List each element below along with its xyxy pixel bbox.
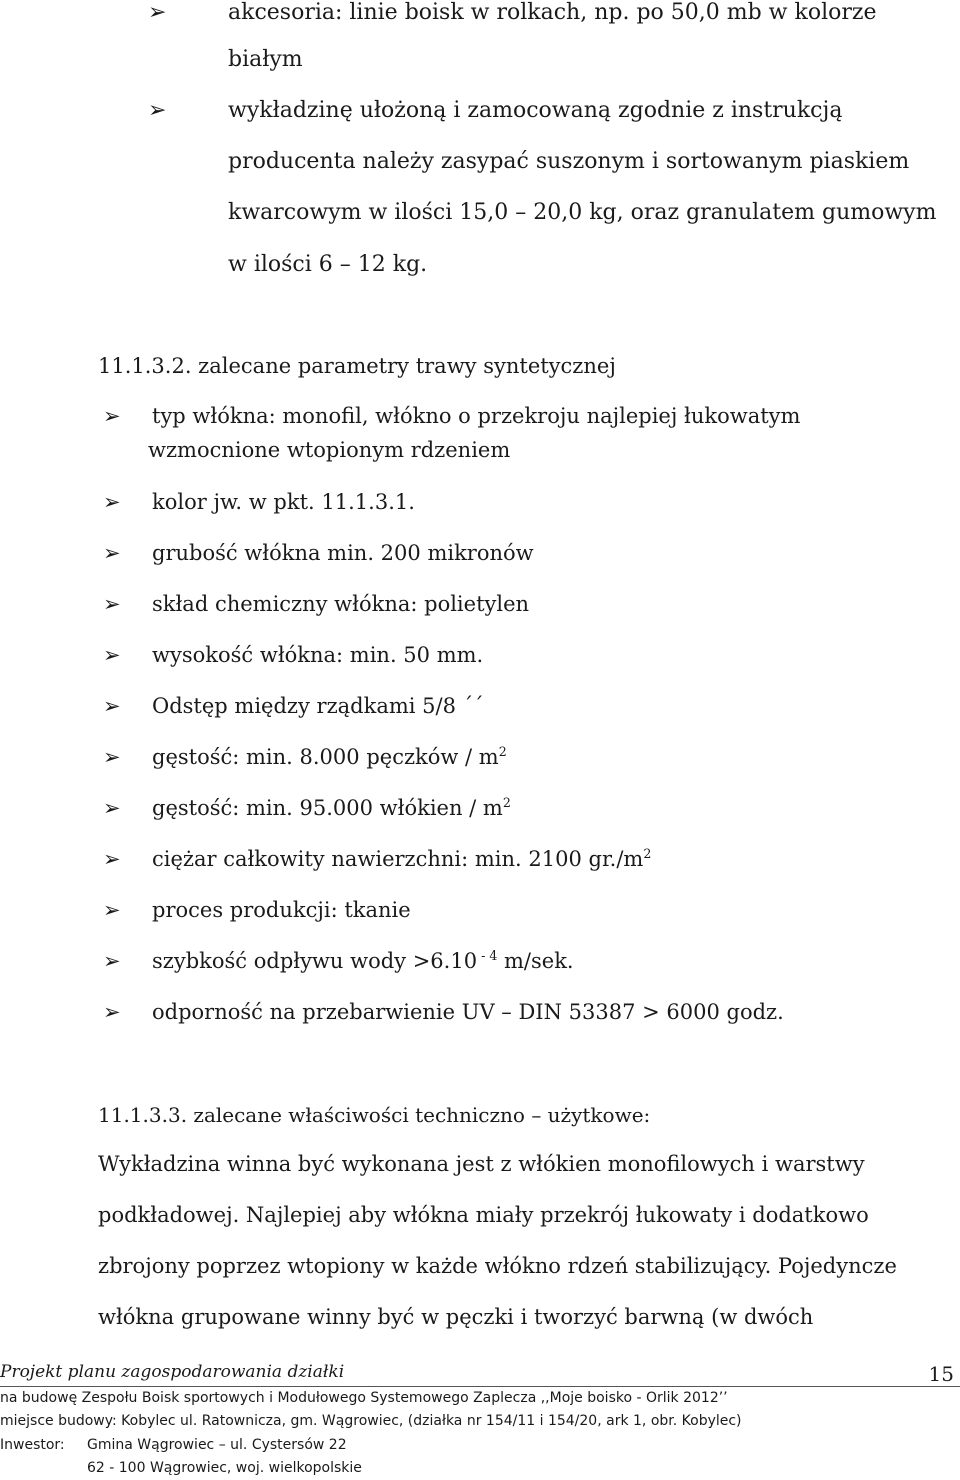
paragraph-line: podkładowej. Najlepiej aby włókna miały przekrój łukowaty i dodatkowo <box>98 1203 869 1227</box>
list-item-line: w ilości 6 – 12 kg. <box>228 252 428 277</box>
paragraph-line: Wykładzina winna być wykonana jest z włókien monofilowych i warstwy <box>98 1152 865 1176</box>
bullet-arrow-icon: ➢ <box>103 404 121 428</box>
footer-investor-address: 62 - 100 Wągrowiec, woj. wielkopolskie <box>87 1460 362 1476</box>
footer-title: Projekt planu zagospodarowania działki <box>0 1362 345 1382</box>
paragraph-line: zbrojony poprzez wtopiony w każde włókno rdzeń stabilizujący. Pojedyncze <box>98 1254 897 1278</box>
footer-rule <box>0 1386 960 1387</box>
list-item: wysokość włókna: min. 50 mm. <box>152 643 484 667</box>
footer-project: na budowę Zespołu Boisk sportowych i Modułowego Systemowego Zaplecza ,,Moje boisko - Orlik 2012’’ <box>0 1390 728 1406</box>
list-item: ciężar całkowity nawierzchni: min. 2100 $gr./m^2$ <box>152 846 652 871</box>
bullet-arrow-icon: ➢ <box>103 796 121 820</box>
section-heading: 11.1.3.2. zalecane parametry trawy syntetycznej <box>98 354 616 378</box>
list-item: gęstość: min. 95.000 włókien / $m^2$ <box>152 795 511 820</box>
list-item-line: kwarcowym w ilości 15,0 – 20,0 kg, oraz granulatem gumowym <box>228 200 937 225</box>
list-item: typ włókna: monofil, włókno o przekroju najlepiej łukowatym <box>152 404 801 428</box>
footer-location: miejsce budowy: Kobylec ul. Ratownicza, gm. Wągrowiec, (działka nr 154/11 i 154/20, ark 1, obr. Kobylec) <box>0 1413 742 1429</box>
list-item: kolor jw. w pkt. 11.1.3.1. <box>152 490 415 514</box>
list-item-line: wykładzinę ułożoną i zamocowaną zgodnie z instrukcją <box>228 98 843 123</box>
bullet-arrow-icon: ➢ <box>103 847 121 871</box>
page-number: 15 <box>928 1362 954 1386</box>
section-heading: 11.1.3.3. zalecane właściwości techniczno – użytkowe: <box>98 1103 651 1127</box>
list-item: grubość włókna min. 200 mikronów <box>152 541 534 565</box>
bullet-arrow-icon: ➢ <box>103 541 121 565</box>
list-item: Odstęp między rządkami 5/8 ´´ <box>152 694 484 718</box>
footer-investor-label: Inwestor: <box>0 1437 65 1453</box>
list-item-line: producenta należy zasypać suszonym i sortowanym piaskiem <box>228 149 910 174</box>
bullet-arrow-icon: ➢ <box>103 898 121 922</box>
footer-investor: Gmina Wągrowiec – ul. Cystersów 22 <box>87 1437 347 1453</box>
bullet-arrow-icon: ➢ <box>148 98 167 123</box>
list-item: szybkość odpływu wody >6.10 $^{- 4}$ m/sek. <box>152 948 574 973</box>
list-item-line: białym <box>228 47 303 72</box>
bullet-arrow-icon: ➢ <box>103 643 121 667</box>
bullet-arrow-icon: ➢ <box>148 0 167 25</box>
list-item: odporność na przebarwienie UV – DIN 53387 > 6000 godz. <box>152 1000 784 1024</box>
paragraph-line: włókna grupowane winny być w pęczki i tworzyć barwną (w dwóch <box>98 1305 814 1329</box>
bullet-arrow-icon: ➢ <box>103 1000 121 1024</box>
bullet-arrow-icon: ➢ <box>103 490 121 514</box>
list-item-line: akcesoria: linie boisk w rolkach, np. po 50,0 mb w kolorze <box>228 0 877 25</box>
list-item: gęstość: min. 8.000 pęczków / $m^2$ <box>152 744 507 769</box>
list-item: proces produkcji: tkanie <box>152 898 411 922</box>
bullet-arrow-icon: ➢ <box>103 949 121 973</box>
bullet-arrow-icon: ➢ <box>103 694 121 718</box>
bullet-arrow-icon: ➢ <box>103 745 121 769</box>
bullet-arrow-icon: ➢ <box>103 592 121 616</box>
list-item: skład chemiczny włókna: polietylen <box>152 592 530 616</box>
list-item-continuation: wzmocnione wtopionym rdzeniem <box>148 438 511 462</box>
